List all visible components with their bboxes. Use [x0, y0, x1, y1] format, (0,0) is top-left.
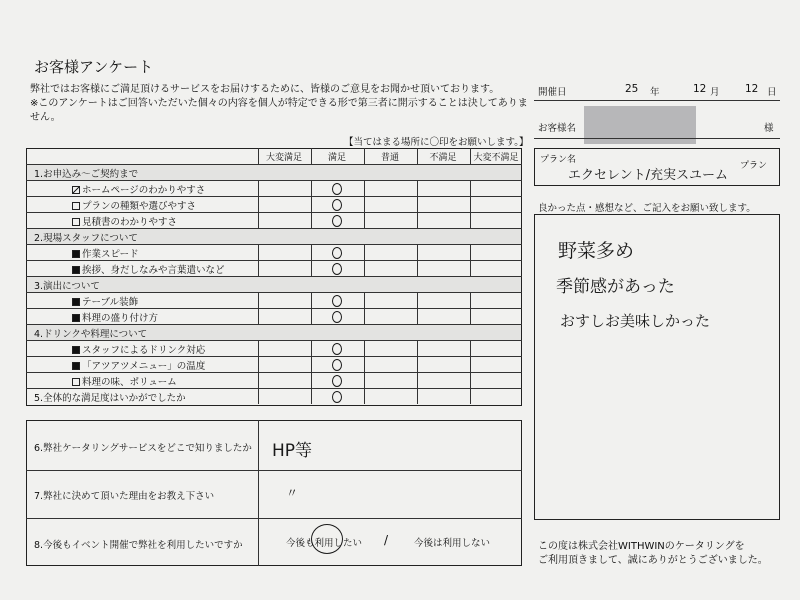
q8-label: 8.今後もイベント開催で弊社を利用したいですか	[34, 540, 243, 551]
question-label: テーブル装飾	[82, 297, 139, 308]
section-title-2: 2.現場スタッフについて	[34, 233, 138, 244]
feedback-line-2: 季節感があった	[556, 277, 675, 297]
customer-suffix: 様	[764, 123, 774, 134]
q8-separator: /	[384, 533, 389, 547]
rating-header-5: 大変不満足	[473, 153, 519, 163]
filled-square-icon	[72, 250, 80, 258]
plan-label: プラン名	[540, 155, 577, 165]
instruction-text: 【当てはまる場所に〇印をお願いします。】	[344, 137, 529, 148]
rating-header-1: 大変満足	[265, 153, 302, 163]
rating-mark-circle	[332, 295, 342, 307]
section-title-4: 4.ドリンクや料理について	[34, 329, 148, 340]
date-label: 開催日	[538, 87, 567, 98]
q8-selected-circle	[311, 524, 343, 554]
rating-mark-circle	[332, 359, 342, 371]
intro-line-2: ※このアンケートはご回答いただいた個々の内容を個人が特定できる形で第三者に開示することは決してありま	[30, 98, 528, 109]
survey-title: お客様アンケート	[34, 58, 154, 76]
date-year: 25	[625, 83, 639, 95]
question-label: 「アツアツメニュー」の温度	[82, 361, 206, 372]
section-title-1: 1.お申込み～ご契約まで	[34, 169, 139, 180]
checked-checkbox-icon	[72, 186, 80, 194]
question-item	[72, 198, 196, 212]
question-label: 挨拶、身だしなみや言葉遣いなど	[82, 265, 225, 276]
rating-mark-circle	[332, 247, 342, 259]
footer-line-2: ご利用頂きまして、誠にありがとうございました。	[538, 555, 768, 566]
rating-mark-circle	[332, 215, 342, 227]
question-item	[72, 374, 177, 388]
feedback-line-3: おすしお美味しかった	[560, 312, 711, 330]
date-day: 12	[745, 83, 759, 95]
question-label: スタッフによるドリンク対応	[82, 345, 206, 356]
plan-value: エクセレント/充実スユーム	[568, 168, 729, 183]
date-month-unit: 月	[710, 87, 720, 98]
rating-mark-circle	[332, 375, 342, 387]
question-item	[72, 182, 205, 196]
filled-square-icon	[72, 298, 80, 306]
rating-mark-circle	[332, 263, 342, 275]
filled-square-icon	[72, 266, 80, 274]
filled-square-icon	[72, 314, 80, 322]
date-month: 12	[693, 83, 707, 95]
rating-mark-circle	[332, 199, 342, 211]
q8-option-yes: 今後も利用したい	[286, 538, 363, 549]
date-day-unit: 日	[767, 87, 777, 98]
question-item	[72, 214, 177, 228]
empty-checkbox-icon	[72, 202, 80, 210]
question-item	[72, 262, 225, 276]
intro-line-1: 弊社ではお客様にご満足頂けるサービスをお届けするために、皆様のご意見をお聞かせ頂いております。	[30, 84, 500, 95]
rating-header-2: 満足	[327, 153, 346, 163]
section-title-5: 5.全体的な満足度はいかがでしたか	[34, 393, 186, 404]
question-label: ホームページのわかりやすさ	[82, 185, 206, 196]
rating-mark-circle	[332, 183, 342, 195]
intro-line-3: せん。	[30, 112, 61, 123]
q8-option-no: 今後は利用しない	[414, 538, 491, 549]
filled-square-icon	[72, 362, 80, 370]
q7-label: 7.弊社に決めて頂いた理由をお教え下さい	[34, 491, 215, 502]
question-item	[72, 294, 138, 308]
footer-line-1: この度は株式会社WITHWINのケータリングを	[538, 541, 745, 552]
question-item	[72, 358, 205, 372]
empty-checkbox-icon	[72, 378, 80, 386]
question-item	[72, 342, 205, 356]
q6-label: 6.弊社ケータリングサービスをどこで知りましたか	[34, 443, 252, 454]
date-year-unit: 年	[650, 87, 660, 98]
q6-answer: HP等	[272, 441, 313, 461]
q7-answer: 〃	[286, 486, 299, 500]
rating-mark-circle	[332, 391, 342, 403]
question-label: プランの種類や選びやすさ	[82, 201, 197, 212]
section-title-3: 3.演出について	[34, 281, 100, 292]
question-label: 見積書のわかりやすさ	[82, 217, 178, 228]
question-item	[72, 246, 139, 260]
empty-checkbox-icon	[72, 218, 80, 226]
rating-header-3: 普通	[380, 153, 399, 163]
question-label: 料理の味、ボリューム	[82, 377, 177, 388]
filled-square-icon	[72, 346, 80, 354]
question-label: 作業スピード	[82, 249, 139, 260]
question-label: 料理の盛り付け方	[82, 313, 159, 324]
feedback-label: 良かった点・感想など、ご記入をお願い致します。	[538, 203, 756, 214]
rating-header-4: 不満足	[429, 153, 457, 163]
rating-mark-circle	[332, 343, 342, 355]
customer-label: お客様名	[538, 123, 577, 134]
plan-suffix: プラン	[740, 161, 768, 171]
question-item	[72, 310, 158, 324]
rating-mark-circle	[332, 311, 342, 323]
feedback-line-1: 野菜多め	[558, 240, 635, 262]
